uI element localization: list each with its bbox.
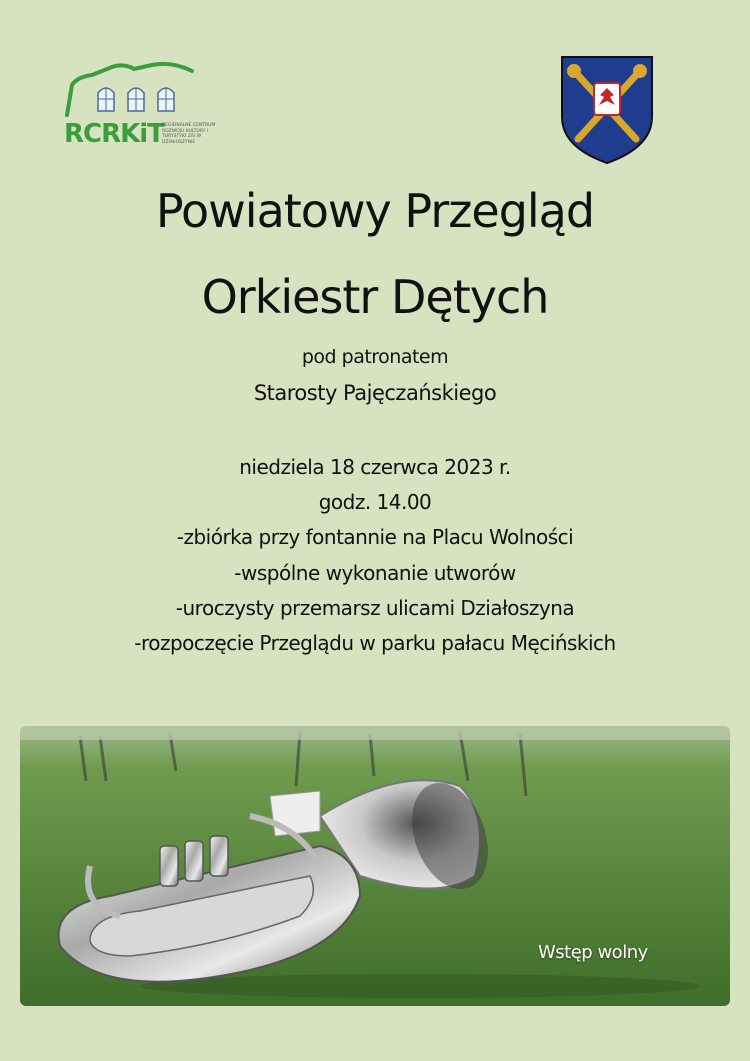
county-crest-icon: [560, 55, 654, 165]
program-item: -uroczysty przemarsz ulicami Działoszyna: [175, 596, 575, 620]
program-item: -wspólne wykonanie utworów: [234, 561, 516, 585]
program-item: -rozpoczęcie Przeglądu w parku pałacu Męcińskich: [134, 631, 616, 655]
rcrkit-logo: [62, 55, 216, 155]
tuba-on-grass-photo: [20, 726, 730, 1006]
patronage-label: pod patronatem: [301, 346, 449, 368]
logo-subtitle: REGIONALNE CENTRUM ROZWOJU KULTURY I TURYSTYKI Z/S W DZIAŁOSZYNIE: [162, 123, 216, 145]
building-roof-icon: [62, 55, 212, 125]
event-title-line1: Powiatowy Przegląd: [155, 184, 595, 238]
event-date: niedziela 18 czerwca 2023 r.: [239, 455, 511, 479]
event-time: godz. 14.00: [318, 490, 432, 514]
event-title-line2: Orkiestr Dętych: [201, 270, 549, 324]
program-item: -zbiórka przy fontannie na Placu Wolności: [176, 525, 574, 549]
patronage-name: Starosty Pajęczańskiego: [253, 381, 497, 405]
free-entry-caption: Wstęp wolny: [538, 942, 648, 963]
logo-acronym: RCRKiT: [64, 119, 164, 149]
